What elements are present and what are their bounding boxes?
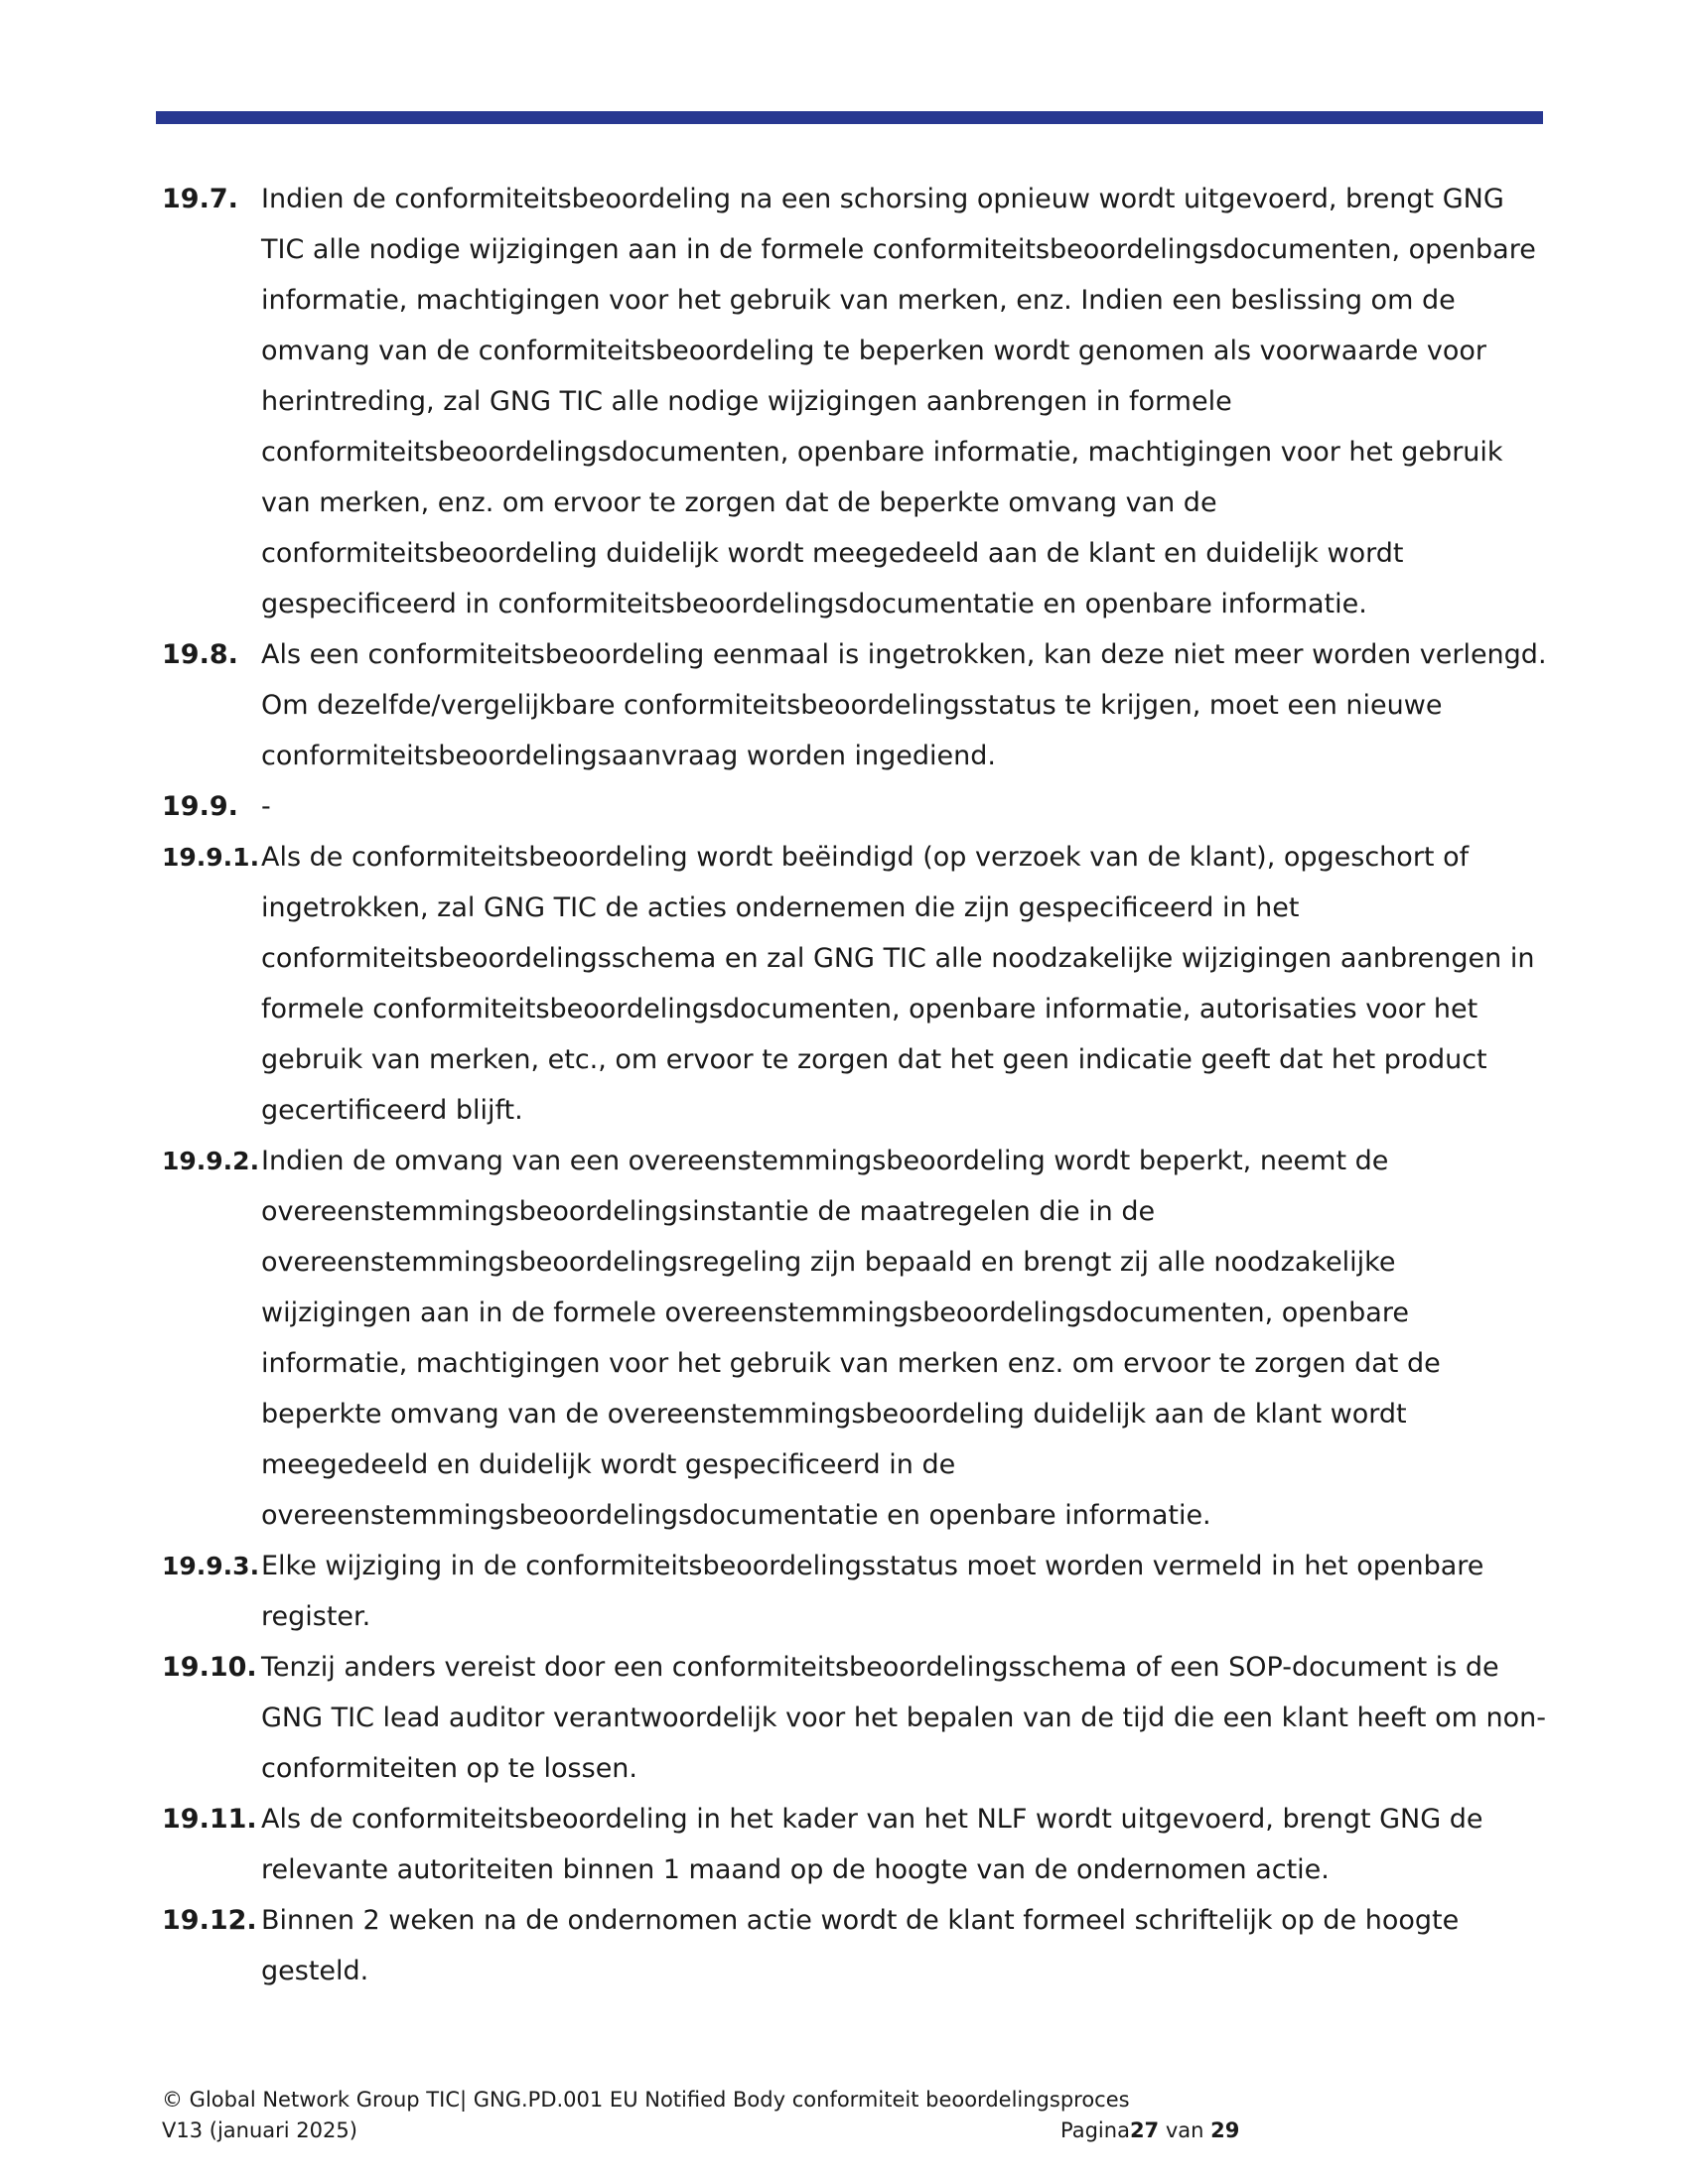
section-19-8: [162, 629, 1547, 781]
section-number: 19.12.: [162, 1905, 257, 1936]
section-19-12: [162, 1895, 1547, 1996]
section-19-9-3: [162, 1541, 1547, 1642]
footer-version: V13 (januari 2025): [162, 2118, 357, 2142]
section-text: Elke wijziging in de conformiteitsbeoordelingsstatus moet worden vermeld in het openbare register.: [261, 1551, 1484, 1632]
section-text: Indien de omvang van een overeenstemmingsbeoordeling wordt beperkt, neemt de overeenstemmingsbeoordelingsinstantie de maatregelen die in de overeenstemmingsbeoordelingsregeling zijn bepaald en brengt zij alle noodzakelijke wijzigingen aan in de formele overeenstemmingsbeoordelingsdocumenten, openbare informatie, machtigingen voor het gebruik van merken enz. om ervoor te zorgen dat de beperkte omvang van de overeenstemmingsbeoordeling duidelijk aan de klant wordt meegedeeld en duidelijk wordt gespecificeerd in de overeenstemmingsbeoordelingsdocumentatie en openbare informatie.: [261, 1146, 1441, 1531]
section-text: Indien de conformiteitsbeoordeling na een schorsing opnieuw wordt uitgevoerd, brengt GNG TIC alle nodige wijzigingen aan in de formele conformiteitsbeoordelingsdocumenten, openbare informatie, machtigingen voor het gebruik van merken, enz. Indien een beslissing om de omvang van de conformiteitsbeoordeling te beperken wordt genomen als voorwaarde voor herintreding, zal GNG TIC alle nodige wijzigingen aanbrengen in formele conformiteitsbeoordelingsdocumenten, openbare informatie, machtigingen voor het gebruik van merken, enz. om ervoor te zorgen dat de beperkte omvang van de conformiteitsbeoordeling duidelijk wordt meegedeeld aan de klant en duidelijk wordt gespecificeerd in conformiteitsbeoordelingsdocumentatie en openbare informatie.: [261, 184, 1536, 619]
section-number: 19.7.: [162, 184, 238, 214]
page-number: [1060, 2116, 1239, 2146]
section-text: Tenzij anders vereist door een conformiteitsbeoordelingsschema of een SOP-document is de GNG TIC lead auditor verantwoordelijk voor het bepalen van de tijd die een klant heeft om non-conformiteiten op te lossen.: [261, 1652, 1546, 1784]
page-footer: [162, 2085, 1254, 2146]
page-current: 27: [1129, 2118, 1160, 2142]
section-number: 19.9.1.: [162, 843, 260, 872]
page-total: 29: [1210, 2118, 1240, 2142]
section-19-10: [162, 1642, 1547, 1794]
section-number: 19.11.: [162, 1804, 257, 1835]
footer-line-2: [162, 2116, 1254, 2146]
header-rule: [156, 111, 1543, 124]
document-body: [162, 174, 1547, 1996]
section-number: 19.8.: [162, 639, 238, 670]
page-label: Pagina: [1060, 2118, 1130, 2142]
footer-copyright: © Global Network Group TIC| GNG.PD.001 EU Notified Body conformiteit beoordelingsproces: [162, 2088, 1130, 2112]
section-text: Als de conformiteitsbeoordeling in het kader van het NLF wordt uitgevoerd, brengt GNG de relevante autoriteiten binnen 1 maand op de hoogte van de ondernomen actie.: [261, 1804, 1483, 1885]
section-19-11: [162, 1794, 1547, 1895]
section-text: Als een conformiteitsbeoordeling eenmaal is ingetrokken, kan deze niet meer worden verlengd. Om dezelfde/vergelijkbare conformiteitsbeoordelingsstatus te krijgen, moet een nieuwe conformiteitsbeoordelingsaanvraag worden ingediend.: [261, 639, 1547, 771]
page-separator: van: [1159, 2118, 1211, 2142]
section-text: -: [261, 791, 271, 822]
section-19-7: [162, 174, 1547, 629]
section-19-9-2: [162, 1136, 1547, 1541]
section-number: 19.9.2.: [162, 1147, 260, 1175]
section-text: Binnen 2 weken na de ondernomen actie wordt de klant formeel schriftelijk op de hoogte gesteld.: [261, 1905, 1460, 1986]
section-number: 19.9.3.: [162, 1552, 260, 1580]
section-number: 19.10.: [162, 1652, 257, 1683]
section-19-9-1: [162, 832, 1547, 1136]
section-text: Als de conformiteitsbeoordeling wordt beëindigd (op verzoek van de klant), opgeschort of ingetrokken, zal GNG TIC de acties ondernemen die zijn gespecificeerd in het conformiteitsbeoordelingsschema en zal GNG TIC alle noodzakelijke wijzigingen aanbrengen in formele conformiteitsbeoordelingsdocumenten, openbare informatie, autorisaties voor het gebruik van merken, etc., om ervoor te zorgen dat het geen indicatie geeft dat het product gecertificeerd blijft.: [261, 842, 1535, 1126]
section-number: 19.9.: [162, 791, 238, 822]
section-19-9: [162, 781, 1547, 832]
